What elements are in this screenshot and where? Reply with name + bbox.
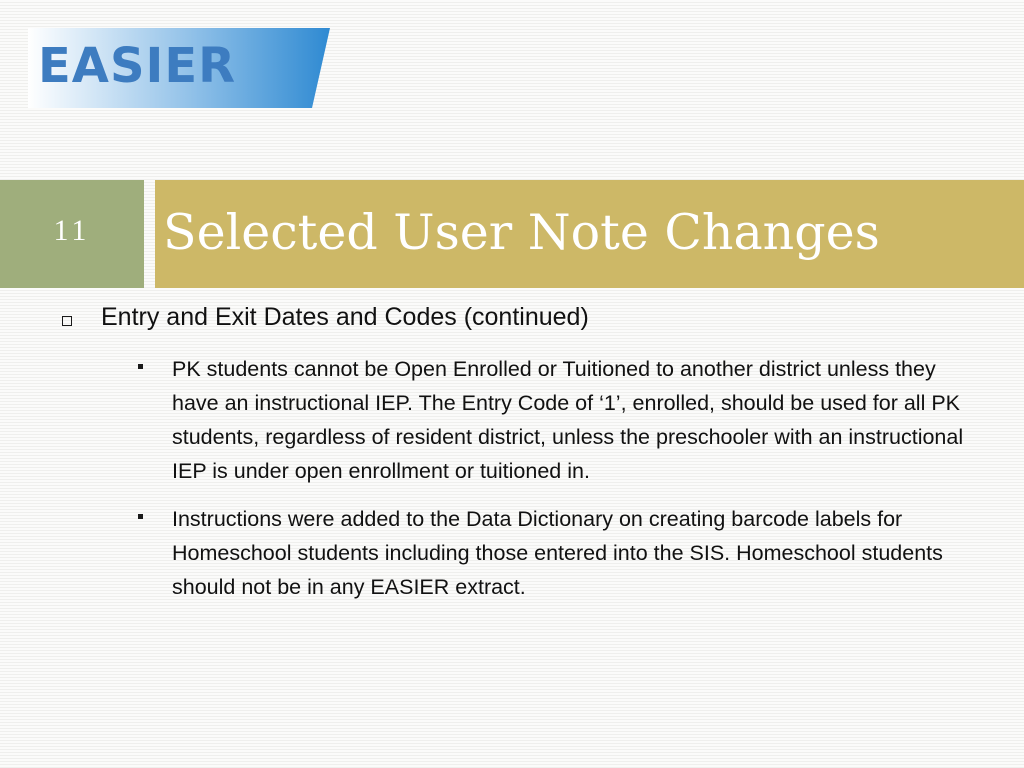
slide-number-block xyxy=(0,180,144,288)
section-heading: Entry and Exit Dates and Codes (continued) xyxy=(101,303,589,331)
hollow-square-bullet-icon xyxy=(62,316,72,326)
logo-text: EASIER xyxy=(38,38,237,94)
list-item-text: Instructions were added to the Data Dictionary on creating barcode labels for Homeschool students including those entered into the SIS. Homeschool students should not be in any EASIER extract. xyxy=(172,507,943,599)
easier-logo xyxy=(28,28,330,108)
square-bullet-icon xyxy=(138,364,143,369)
list-item-text: PK students cannot be Open Enrolled or Tuitioned to another district unless they have an instructional IEP. The Entry Code of ‘1’, enrolled, should be used for all PK students, regardless of resident district, unless the preschooler with an instructional IEP is under open enrollment or tuitioned in. xyxy=(172,357,964,483)
slide-title: Selected User Note Changes xyxy=(163,204,880,261)
square-bullet-icon xyxy=(138,514,143,519)
title-block xyxy=(155,180,1024,288)
list-item xyxy=(0,502,1024,604)
slide-number: 11 xyxy=(53,214,91,247)
list-item xyxy=(0,352,1024,488)
sub-bullet-list xyxy=(0,352,1024,618)
